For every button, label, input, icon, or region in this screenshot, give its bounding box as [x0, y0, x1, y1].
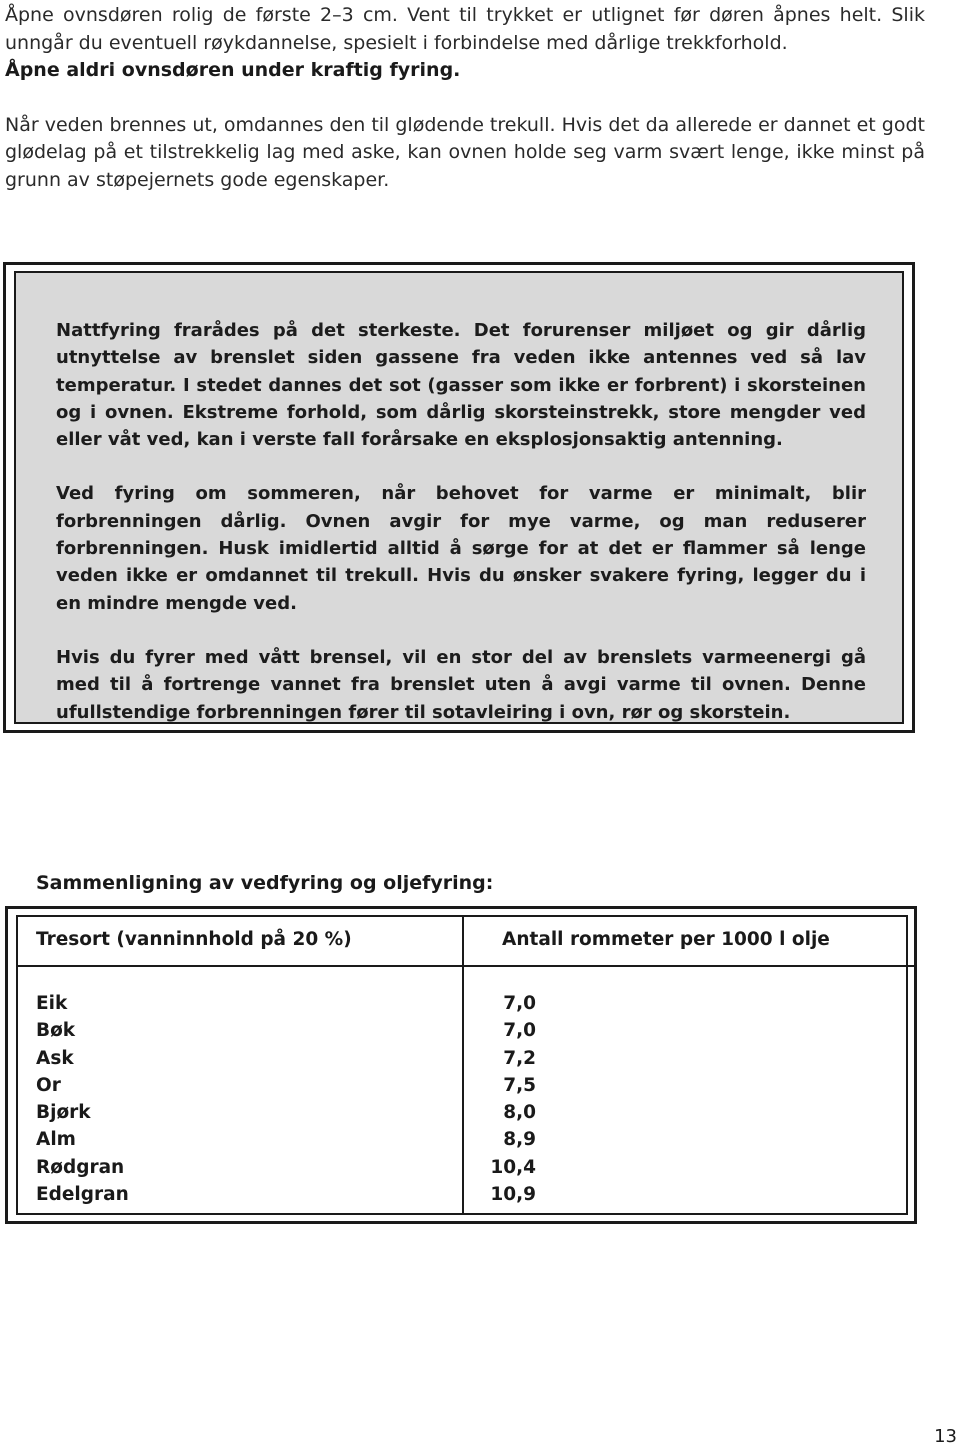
table-row-name: Bøk [36, 1020, 76, 1042]
comparison-table [5, 906, 917, 1224]
intro-paragraph-2: Når veden brennes ut, omdannes den til glødende trekull. Hvis det da allerede er dannet et godt glødelag på et tilstrekkelig lag med aske, kan ovnen holde seg varm svært lenge, ikke minst på grunn av støpejernets gode egenskaper. [5, 113, 925, 191]
column-divider [462, 917, 464, 1213]
table-row-name: Rødgran [36, 1156, 125, 1178]
table-row-value: 10,4 [490, 1156, 536, 1178]
table-row-value: 8,0 [503, 1102, 536, 1124]
table-row-name: Or [36, 1074, 61, 1096]
table-row-name: Eik [36, 993, 68, 1014]
header-divider [18, 965, 916, 967]
warning-paragraph-2: Ved fyring om sommeren, når behovet for varme er minimalt, blir forbrenningen dårlig. Ovnen avgir for mye varme, og man reduserer forbrenningen. Husk imidlertid alltid å sørge for at det er flammer så lenge veden ikke er omdannet til trekull. Hvis du ønsker svakere fyring, legger du i en mindre mengde ved. [56, 483, 866, 614]
intro-paragraph-1 [5, 2, 925, 85]
warning-box [3, 262, 915, 733]
intro-p1-warning: Åpne aldri ovnsdøren under kraftig fyring. [5, 59, 461, 81]
value-column [476, 990, 536, 1208]
wood-type-column [36, 990, 129, 1208]
warning-paragraph-3: Hvis du fyrer med vått brensel, vil en stor del av brenslets varmeenergi gå med til å fortrenge vannet fra brenslet uten å avgi varme til ovnen. Denne ufullstendige forbrenningen fører til sotavleiring i ovn, rør og skorstein. [56, 646, 866, 723]
comparison-table-inner [16, 915, 908, 1215]
header-cubic-meters: Antall rommeter per 1000 l olje [502, 929, 830, 950]
table-row-value: 7,5 [503, 1074, 536, 1096]
table-row-value: 8,9 [503, 1129, 536, 1151]
intro-text [5, 2, 925, 194]
page-number: 13 [934, 1426, 957, 1447]
warning-box-inner [14, 271, 904, 724]
table-row-value: 7,0 [503, 993, 536, 1014]
table-row-name: Alm [36, 1129, 76, 1151]
table-row-name: Ask [36, 1047, 74, 1069]
table-row-value: 7,0 [503, 1020, 536, 1042]
table-row-name: Edelgran [36, 1184, 129, 1206]
table-row-name: Bjørk [36, 1102, 91, 1124]
comparison-title: Sammenligning av vedfyring og oljefyring: [36, 872, 494, 894]
table-row-value: 7,2 [503, 1047, 536, 1069]
warning-text [56, 317, 866, 726]
header-wood-type: Tresort (vanninnhold på 20 %) [36, 929, 352, 950]
table-row-value: 10,9 [490, 1184, 536, 1206]
intro-p1-text: Åpne ovnsdøren rolig de første 2–3 cm. Vent til trykket er utlignet før døren åpnes helt. Slik unngår du eventuell røykdannelse, spesielt i forbindelse med dårlige trekkforhold. [5, 4, 925, 54]
warning-paragraph-1: Nattfyring frarådes på det sterkeste. Det forurenser miljøet og gir dårlig utnyttelse av brenslet siden gassene fra veden ikke antennes ved så lav temperatur. I stedet dannes det sot (gasser som ikke er forbrent) i skorsteinen og i ovnen. Ekstreme forhold, som dårlig skorsteinstrekk, store mengder ved eller våt ved, kan i verste fall forårsake en eksplosjonsaktig antenning. [56, 320, 866, 451]
